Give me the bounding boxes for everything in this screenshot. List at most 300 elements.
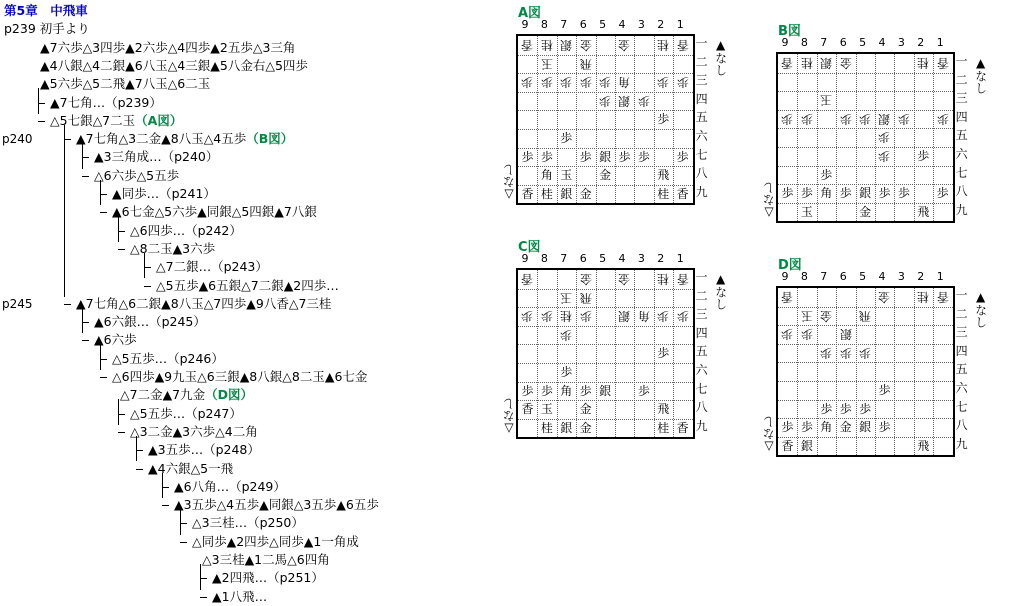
file-label: 4 bbox=[878, 36, 886, 49]
board-piece bbox=[933, 288, 952, 307]
board-piece bbox=[615, 73, 634, 92]
gote-piece: 銀 bbox=[618, 93, 631, 108]
move-line: ▲3五歩△4五歩▲同銀△3五歩▲6五歩 bbox=[174, 497, 379, 513]
board-piece bbox=[933, 184, 952, 203]
rank-label: 七 bbox=[955, 399, 968, 414]
sente-piece: 金 bbox=[579, 402, 592, 417]
gote-piece: 歩 bbox=[579, 75, 592, 90]
tree-branch bbox=[38, 121, 45, 122]
move-line: △5五歩…（p247） bbox=[130, 405, 242, 421]
tree-branch bbox=[100, 377, 107, 378]
gote-piece: 歩 bbox=[521, 309, 534, 324]
board-piece bbox=[817, 418, 836, 437]
gote-piece: 金 bbox=[618, 272, 631, 286]
gote-piece: 桂 bbox=[657, 38, 670, 52]
gote-piece: 歩 bbox=[800, 327, 813, 342]
board-piece bbox=[817, 166, 836, 185]
gote-piece: 歩 bbox=[878, 130, 891, 145]
gote-hand: △なし bbox=[762, 416, 776, 454]
gote-piece: 歩 bbox=[839, 111, 852, 126]
rank-label: 四 bbox=[955, 109, 968, 124]
board-piece bbox=[537, 419, 556, 438]
board-piece bbox=[778, 184, 797, 203]
sente-piece: 香 bbox=[781, 438, 794, 453]
board-piece bbox=[537, 400, 556, 419]
gote-piece: 銀 bbox=[618, 309, 631, 324]
rank-label: 五 bbox=[695, 344, 708, 359]
file-label: 5 bbox=[859, 270, 867, 283]
gote-piece: 銀 bbox=[560, 38, 573, 52]
sente-hand: ▲なし bbox=[973, 290, 988, 328]
board-piece bbox=[797, 203, 816, 222]
board-piece bbox=[817, 400, 836, 419]
gote-piece: 香 bbox=[781, 56, 794, 70]
board-title: C図 bbox=[518, 240, 541, 255]
move-line: △7二銀…（p243） bbox=[156, 259, 268, 275]
file-label: 8 bbox=[540, 252, 548, 265]
file-label: 2 bbox=[657, 252, 665, 265]
board-piece bbox=[576, 307, 595, 326]
sente-piece: 歩 bbox=[540, 149, 553, 164]
tree-connector bbox=[82, 143, 83, 168]
sente-piece: 香 bbox=[521, 402, 534, 417]
file-label: 1 bbox=[936, 270, 944, 283]
sente-piece: 歩 bbox=[579, 149, 592, 164]
gote-piece: 銀 bbox=[820, 56, 833, 70]
gote-piece: 歩 bbox=[781, 327, 794, 342]
file-label: 7 bbox=[820, 36, 828, 49]
rank-label: 四 bbox=[695, 91, 708, 106]
file-label: 8 bbox=[540, 18, 548, 31]
board-piece bbox=[914, 54, 933, 73]
board-piece bbox=[576, 185, 595, 204]
board-piece bbox=[615, 92, 634, 111]
board-piece bbox=[797, 437, 816, 456]
board-piece bbox=[615, 36, 634, 55]
sente-piece: 歩 bbox=[917, 149, 930, 163]
board-piece bbox=[596, 73, 615, 92]
gote-piece: 香 bbox=[781, 290, 794, 304]
sente-piece: 玉 bbox=[560, 168, 573, 183]
grid-line bbox=[518, 326, 693, 327]
file-label: 7 bbox=[560, 252, 568, 265]
sente-piece: 角 bbox=[820, 186, 833, 201]
rank-label: 一 bbox=[955, 288, 968, 302]
board-piece bbox=[654, 185, 673, 204]
gote-piece: 金 bbox=[820, 308, 833, 323]
board-piece bbox=[537, 148, 556, 167]
board-piece bbox=[557, 36, 576, 55]
shogi-board bbox=[760, 254, 1010, 484]
shogi-board bbox=[500, 236, 750, 466]
sente-hand: ▲なし bbox=[713, 38, 728, 76]
board-piece bbox=[557, 363, 576, 382]
grid-line bbox=[778, 128, 953, 129]
board-piece bbox=[673, 73, 692, 92]
tree-branch bbox=[118, 432, 125, 433]
board-piece bbox=[875, 147, 894, 166]
move-line: △8二玉▲3六歩 bbox=[130, 240, 216, 256]
grid-line bbox=[778, 73, 953, 74]
sente-piece: 歩 bbox=[676, 149, 689, 164]
sente-piece: 歩 bbox=[800, 186, 813, 201]
sente-piece: 玉 bbox=[800, 204, 813, 219]
rank-label: 八 bbox=[955, 184, 968, 199]
tree-connector bbox=[136, 436, 137, 461]
sente-piece: 飛 bbox=[917, 438, 930, 453]
rank-label: 六 bbox=[695, 363, 708, 377]
move-line: △3二金▲3六歩△4二角 bbox=[130, 423, 258, 439]
gote-piece: 桂 bbox=[800, 56, 813, 70]
file-label: 4 bbox=[618, 18, 626, 31]
sente-piece: 銀 bbox=[599, 149, 612, 164]
gote-piece: 玉 bbox=[560, 290, 573, 305]
sente-piece: 歩 bbox=[800, 420, 813, 435]
board-piece bbox=[518, 73, 537, 92]
board-piece bbox=[914, 147, 933, 166]
board-piece bbox=[836, 325, 855, 344]
board-piece bbox=[537, 185, 556, 204]
tree-branch bbox=[180, 542, 187, 543]
grid-line bbox=[778, 362, 953, 363]
board-piece bbox=[654, 270, 673, 289]
sente-piece: 桂 bbox=[540, 186, 553, 201]
tree-connector bbox=[118, 399, 119, 424]
board-piece bbox=[654, 110, 673, 129]
board-piece bbox=[797, 418, 816, 437]
move-line: ▲7七角△6二銀▲8八玉△7四歩▲9八香△7三桂 bbox=[76, 295, 332, 311]
tree-branch bbox=[144, 286, 151, 287]
sente-piece: 飛 bbox=[657, 168, 670, 183]
board-piece bbox=[557, 307, 576, 326]
gote-piece: 金 bbox=[579, 272, 592, 286]
sente-piece: 歩 bbox=[657, 346, 670, 361]
move-line: ▲7六歩△3四歩▲2六歩△4四歩▲2五歩△3三角 bbox=[40, 39, 296, 55]
board-piece bbox=[856, 184, 875, 203]
rank-label: 一 bbox=[695, 36, 708, 50]
sente-piece: 歩 bbox=[618, 149, 631, 164]
tree-branch bbox=[82, 322, 89, 323]
sente-piece: 歩 bbox=[579, 383, 592, 398]
gote-piece: 飛 bbox=[859, 308, 872, 323]
file-label: 2 bbox=[657, 18, 665, 31]
file-label: 9 bbox=[781, 36, 789, 49]
board-piece bbox=[537, 382, 556, 401]
tree-branch bbox=[118, 249, 125, 250]
board-piece bbox=[537, 73, 556, 92]
gote-piece: 桂 bbox=[657, 272, 670, 286]
tree-branch bbox=[100, 212, 107, 213]
board-piece bbox=[894, 184, 913, 203]
board-piece bbox=[576, 270, 595, 289]
board-piece bbox=[518, 185, 537, 204]
grid-line bbox=[894, 288, 895, 455]
file-label: 4 bbox=[618, 252, 626, 265]
rank-label: 一 bbox=[695, 270, 708, 284]
move-line: △同歩▲2四歩△同歩▲1一角成 bbox=[192, 533, 359, 549]
gote-piece: 歩 bbox=[657, 309, 670, 324]
variation-tree bbox=[0, 0, 500, 604]
file-label: 6 bbox=[579, 252, 587, 265]
gote-piece: 歩 bbox=[839, 345, 852, 360]
tree-branch bbox=[118, 231, 125, 232]
move-line: ▲同歩…（p241） bbox=[112, 186, 216, 201]
file-label: 2 bbox=[917, 36, 925, 49]
board-title: A図 bbox=[518, 6, 542, 21]
tree-connector bbox=[64, 125, 65, 297]
board-piece bbox=[856, 344, 875, 363]
board-piece bbox=[836, 400, 855, 419]
board-piece bbox=[654, 344, 673, 363]
gote-piece: 桂 bbox=[560, 309, 573, 324]
grid-line bbox=[596, 270, 597, 437]
grid-line bbox=[914, 288, 915, 455]
board-piece bbox=[797, 307, 816, 326]
tree-branch bbox=[100, 194, 107, 195]
board-piece bbox=[673, 270, 692, 289]
file-label: 3 bbox=[637, 252, 645, 265]
rank-label: 二 bbox=[695, 288, 708, 303]
rank-label: 二 bbox=[955, 72, 968, 87]
board-piece bbox=[817, 344, 836, 363]
board-piece bbox=[778, 325, 797, 344]
rank-label: 九 bbox=[955, 202, 968, 217]
board-piece bbox=[836, 344, 855, 363]
rank-label: 八 bbox=[955, 418, 968, 433]
sente-piece: 銀 bbox=[599, 383, 612, 398]
move-line: △5五歩▲6五銀△7二銀▲2四歩… bbox=[156, 277, 339, 293]
gote-piece: 歩 bbox=[599, 75, 612, 90]
tree-branch bbox=[82, 157, 89, 158]
rank-label: 五 bbox=[955, 362, 968, 377]
tree-branch bbox=[82, 340, 89, 341]
gote-piece: 歩 bbox=[878, 149, 891, 163]
gote-piece: 歩 bbox=[657, 75, 670, 90]
gote-piece: 香 bbox=[521, 272, 534, 286]
gote-piece: 玉 bbox=[800, 308, 813, 323]
gote-piece: 銀 bbox=[878, 111, 891, 126]
gote-piece: 桂 bbox=[540, 38, 553, 52]
grid-line bbox=[914, 54, 915, 221]
tree-connector bbox=[144, 253, 145, 278]
sente-piece: 歩 bbox=[878, 186, 891, 201]
board-piece bbox=[518, 270, 537, 289]
board-piece bbox=[557, 326, 576, 345]
board-piece bbox=[557, 382, 576, 401]
board-piece bbox=[856, 110, 875, 129]
shogi-board bbox=[500, 2, 750, 232]
tree-branch bbox=[38, 103, 45, 104]
gote-piece: 香 bbox=[936, 56, 949, 70]
tree-connector bbox=[180, 509, 181, 534]
gote-piece: 歩 bbox=[521, 75, 534, 90]
file-label: 8 bbox=[800, 270, 808, 283]
gote-piece: 角 bbox=[618, 75, 631, 90]
file-label: 7 bbox=[820, 270, 828, 283]
gote-piece: 桂 bbox=[917, 56, 930, 70]
sente-piece: 飛 bbox=[657, 402, 670, 417]
sente-piece: 飛 bbox=[917, 204, 930, 219]
gote-hand: △なし bbox=[502, 398, 516, 436]
board-piece bbox=[654, 166, 673, 185]
board-piece bbox=[875, 288, 894, 307]
rank-label: 六 bbox=[955, 381, 968, 395]
board-piece bbox=[836, 110, 855, 129]
move-line: ▲7七角…（p239） bbox=[50, 94, 162, 110]
rank-label: 三 bbox=[955, 325, 968, 340]
file-label: 7 bbox=[560, 18, 568, 31]
sente-piece: 桂 bbox=[540, 420, 553, 435]
sente-piece: 歩 bbox=[820, 167, 833, 182]
gote-piece: 歩 bbox=[936, 111, 949, 126]
shogi-board bbox=[760, 20, 1010, 250]
rank-label: 五 bbox=[695, 110, 708, 125]
board-piece bbox=[557, 289, 576, 308]
tree-connector bbox=[200, 564, 201, 589]
move-line: ▲4八銀△4二銀▲6八玉△4三銀▲5八金右△5四歩 bbox=[40, 57, 308, 73]
board-piece bbox=[518, 36, 537, 55]
sente-piece: 金 bbox=[579, 186, 592, 201]
grid-line bbox=[673, 270, 674, 437]
sente-piece: 角 bbox=[540, 168, 553, 183]
board-piece bbox=[518, 307, 537, 326]
move-line: ▲3五歩…（p248） bbox=[148, 442, 260, 458]
sente-piece: 金 bbox=[839, 420, 852, 435]
move-line: △6六歩△5五歩 bbox=[94, 167, 180, 183]
board-piece bbox=[673, 419, 692, 438]
sente-piece: 香 bbox=[521, 186, 534, 201]
file-label: 1 bbox=[936, 36, 944, 49]
move-line: △6四歩▲9九玉△6三銀▲8八銀△8二玉▲6七金 bbox=[112, 369, 368, 384]
board-piece bbox=[797, 110, 816, 129]
gote-piece: 歩 bbox=[859, 111, 872, 126]
gote-piece: 金 bbox=[878, 290, 891, 304]
sente-piece: 歩 bbox=[878, 383, 891, 397]
gote-piece: 歩 bbox=[579, 309, 592, 324]
sente-piece: 銀 bbox=[859, 186, 872, 201]
board-piece bbox=[596, 166, 615, 185]
rank-label: 一 bbox=[955, 54, 968, 68]
sente-piece: 歩 bbox=[781, 420, 794, 435]
board-piece bbox=[557, 185, 576, 204]
board-piece bbox=[557, 419, 576, 438]
tree-connector bbox=[82, 308, 83, 333]
sente-hand: ▲なし bbox=[973, 56, 988, 94]
board-title: D図 bbox=[778, 258, 802, 273]
sente-piece: 歩 bbox=[781, 186, 794, 201]
rank-label: 八 bbox=[695, 400, 708, 415]
tree-connector bbox=[100, 180, 101, 205]
gote-piece: 歩 bbox=[540, 309, 553, 324]
board-piece bbox=[778, 418, 797, 437]
move-line: ▲4六銀△5一飛 bbox=[148, 460, 234, 476]
board-piece bbox=[518, 400, 537, 419]
board-piece bbox=[576, 148, 595, 167]
file-label: 8 bbox=[800, 36, 808, 49]
grid-line bbox=[518, 363, 693, 364]
diagram-ref: （D図） bbox=[205, 387, 254, 403]
file-label: 3 bbox=[897, 270, 905, 283]
sente-piece: 歩 bbox=[897, 186, 910, 201]
board-piece bbox=[518, 382, 537, 401]
board-piece bbox=[914, 203, 933, 222]
file-label: 9 bbox=[521, 252, 529, 265]
board-piece bbox=[797, 184, 816, 203]
move-line: △7二金▲7九金（D図） bbox=[120, 387, 254, 403]
file-label: 4 bbox=[878, 270, 886, 283]
sente-piece: 金 bbox=[579, 420, 592, 435]
rank-label: 六 bbox=[955, 147, 968, 161]
board-piece bbox=[914, 437, 933, 456]
gote-piece: 歩 bbox=[560, 327, 573, 342]
tree-branch bbox=[100, 359, 107, 360]
sente-piece: 香 bbox=[676, 186, 689, 201]
sente-piece: 歩 bbox=[637, 383, 650, 398]
sente-piece: 歩 bbox=[839, 186, 852, 201]
gote-piece: 香 bbox=[676, 38, 689, 52]
board-piece bbox=[654, 73, 673, 92]
rank-label: 五 bbox=[955, 128, 968, 143]
gote-piece: 歩 bbox=[676, 75, 689, 90]
gote-hand: △なし bbox=[502, 164, 516, 202]
move-line: ▲2四飛…（p251） bbox=[212, 570, 324, 586]
board-piece bbox=[778, 54, 797, 73]
grid-line bbox=[634, 270, 635, 437]
file-label: 5 bbox=[599, 252, 607, 265]
board-piece bbox=[654, 400, 673, 419]
grid-line bbox=[673, 36, 674, 203]
move-line: ▲6七金△5六歩▲同銀△5四銀▲7八銀 bbox=[112, 204, 317, 220]
gote-piece: 歩 bbox=[540, 75, 553, 90]
rank-label: 九 bbox=[695, 418, 708, 433]
file-label: 6 bbox=[579, 18, 587, 31]
board-piece bbox=[856, 203, 875, 222]
gote-piece: 歩 bbox=[800, 111, 813, 126]
file-label: 9 bbox=[781, 270, 789, 283]
rank-label: 四 bbox=[695, 325, 708, 340]
rank-label: 三 bbox=[695, 73, 708, 88]
board-piece bbox=[537, 307, 556, 326]
sente-piece: 歩 bbox=[521, 383, 534, 398]
file-label: 1 bbox=[676, 252, 684, 265]
move-line: △5七銀△7二玉（A図） bbox=[50, 112, 183, 128]
gote-piece: 歩 bbox=[637, 93, 650, 108]
board-piece bbox=[856, 418, 875, 437]
tree-branch bbox=[64, 139, 71, 140]
board-piece bbox=[836, 184, 855, 203]
tree-branch bbox=[144, 267, 151, 268]
gote-piece: 飛 bbox=[579, 290, 592, 305]
grid-line bbox=[778, 381, 953, 382]
tree-branch bbox=[200, 578, 207, 579]
gote-hand: △なし bbox=[762, 182, 776, 220]
board-piece bbox=[634, 148, 653, 167]
board-piece bbox=[576, 382, 595, 401]
grid-line bbox=[634, 36, 635, 203]
rank-label: 二 bbox=[955, 306, 968, 321]
chapter-title: 第5章 中飛車 bbox=[4, 3, 88, 18]
gote-piece: 香 bbox=[936, 290, 949, 304]
board-piece bbox=[797, 325, 816, 344]
tree-branch bbox=[162, 505, 169, 506]
sente-piece: 歩 bbox=[540, 383, 553, 398]
sente-piece: 桂 bbox=[657, 186, 670, 201]
tree-connector bbox=[162, 473, 163, 498]
gote-piece: 金 bbox=[579, 38, 592, 52]
board-piece bbox=[537, 166, 556, 185]
board-piece bbox=[673, 148, 692, 167]
move-line: p239 初手より bbox=[4, 21, 90, 37]
